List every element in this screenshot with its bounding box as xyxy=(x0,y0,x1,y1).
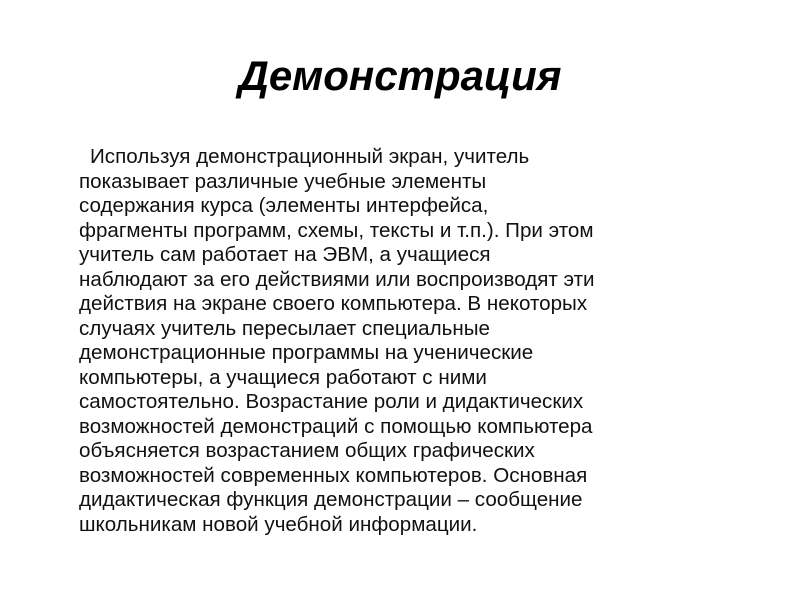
body-line: учитель сам работает на ЭВМ, а учащиеся xyxy=(79,243,491,266)
slide-body-paragraph xyxy=(79,145,759,537)
slide-title: Демонстрация xyxy=(238,52,562,99)
body-line: возможностей современных компьютеров. Основная xyxy=(79,463,588,487)
body-line: возможностей демонстраций с помощью компьютера xyxy=(79,414,593,438)
body-line: Используя демонстрационный экран, учитель xyxy=(90,145,530,168)
body-line: демонстрационные программы на ученические xyxy=(79,341,534,364)
body-line: случаях учитель пересылает специальные xyxy=(79,316,490,340)
body-line: содержания курса (элементы интерфейса, xyxy=(79,194,489,217)
body-line: наблюдают за его действиями или воспроизводят эти xyxy=(79,267,595,291)
body-line: компьютеры, а учащиеся работают с ними xyxy=(79,365,487,389)
body-line: действия на экране своего компьютера. В некоторых xyxy=(79,292,588,315)
body-line: показывает различные учебные элементы xyxy=(79,169,487,193)
body-line: объясняется возрастанием общих графических xyxy=(79,439,535,462)
body-line: школьникам новой учебной информации. xyxy=(79,512,478,536)
body-line: фрагменты программ, схемы, тексты и т.п.). При этом xyxy=(79,218,594,242)
body-line: дидактическая функция демонстрации – сообщение xyxy=(79,488,583,511)
body-line: самостоятельно. Возрастание роли и дидактических xyxy=(79,390,584,413)
